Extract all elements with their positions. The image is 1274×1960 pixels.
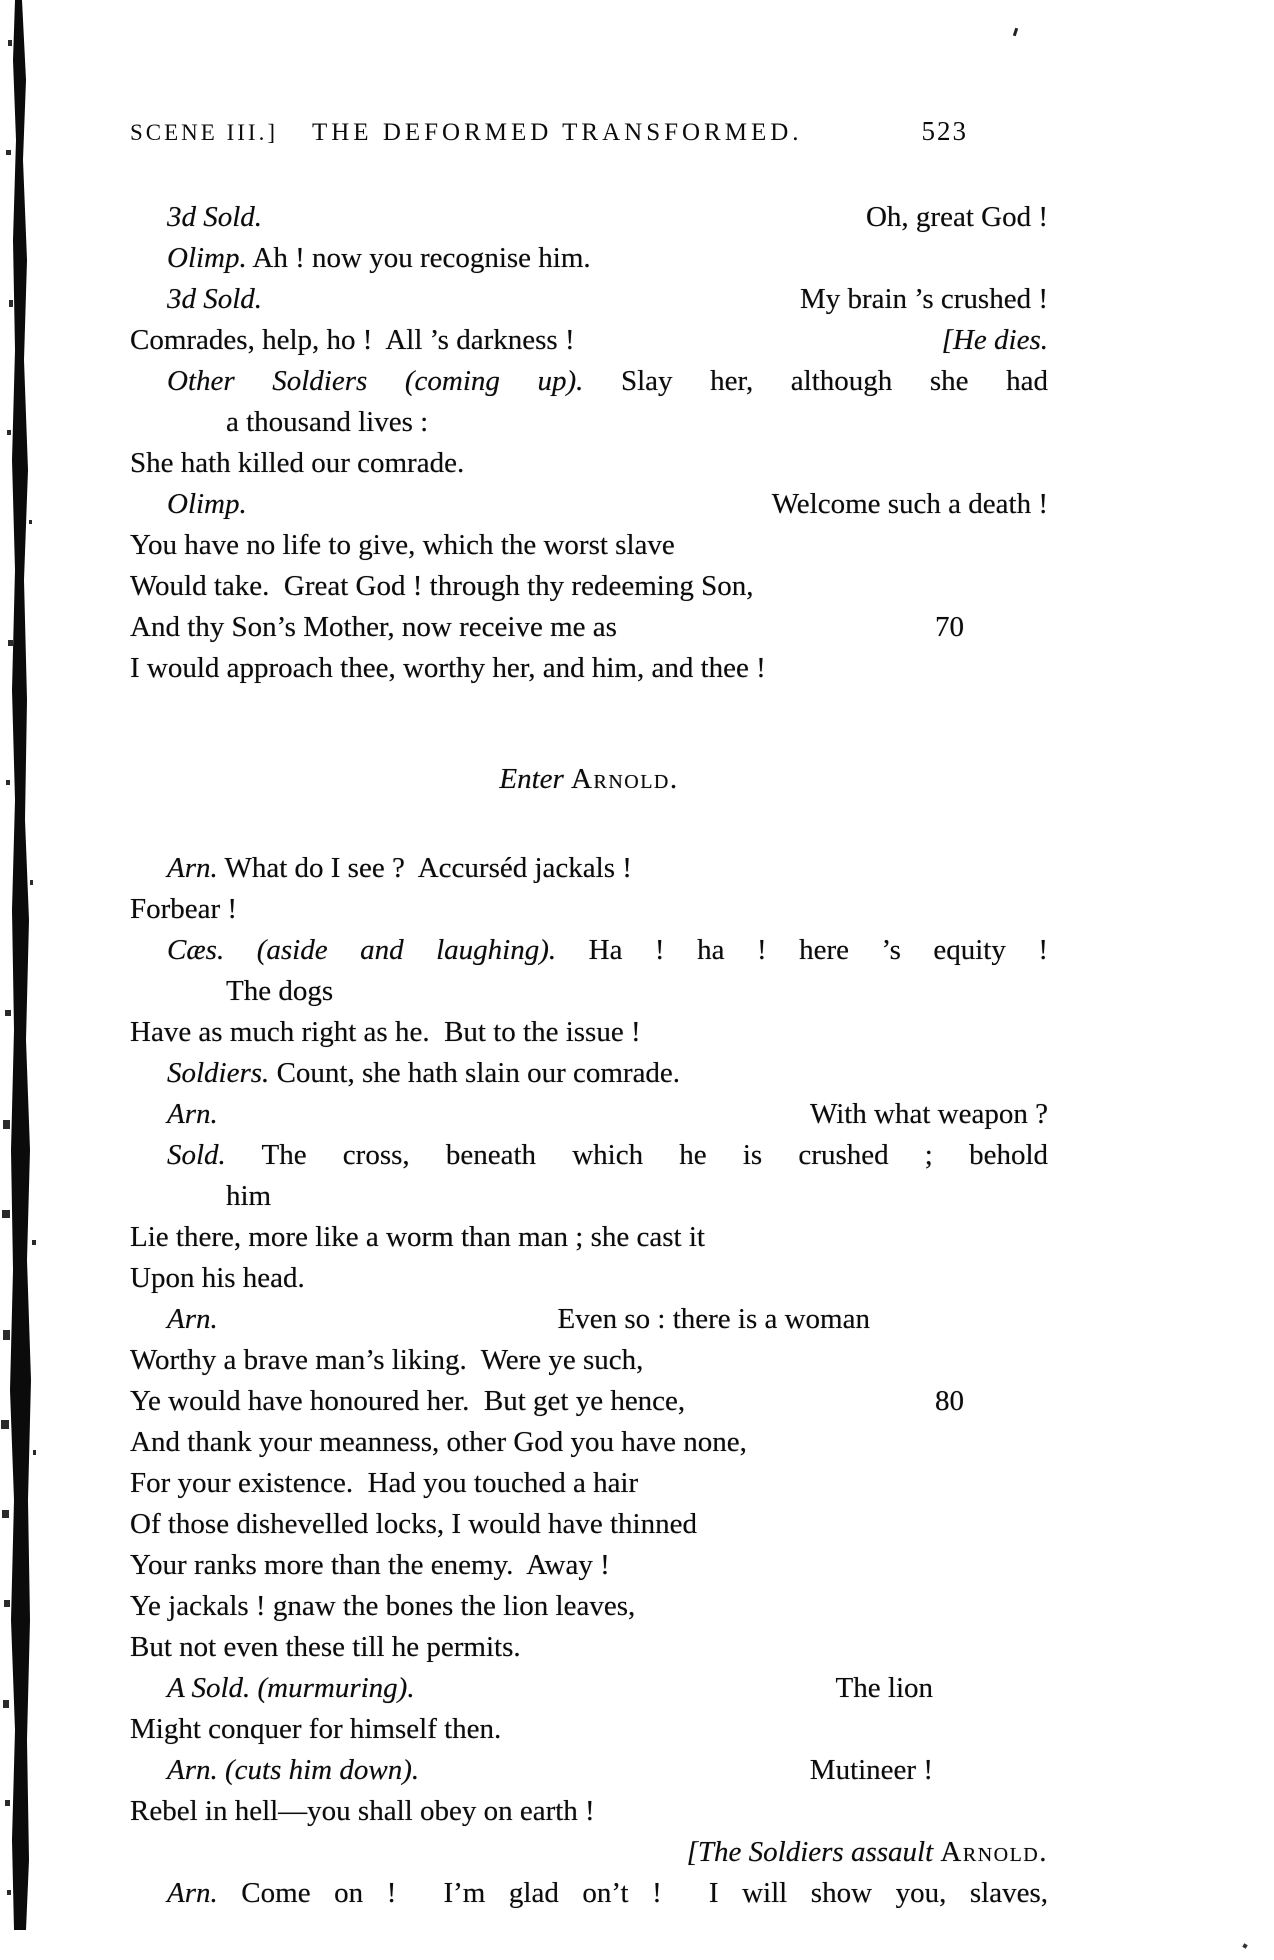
dialogue-text: You have no life to give, which the worst slave	[130, 529, 675, 561]
dialogue-text: Ha ! ha ! here ’s equity !	[556, 934, 1049, 966]
speaker-or-stage-direction: Sold.	[167, 1139, 226, 1171]
speaker-or-stage-direction: Arn.	[167, 1877, 218, 1909]
text-line	[130, 759, 1048, 800]
line-left-part	[167, 1668, 415, 1709]
dialogue-text: Your ranks more than the enemy. Away !	[130, 1549, 610, 1581]
scene-label: SCENE III.]	[130, 120, 278, 145]
text-line	[130, 443, 1048, 484]
text-line	[130, 525, 1048, 566]
dialogue-text: 80	[935, 1385, 964, 1417]
page-number: 523	[921, 116, 968, 146]
speaker-or-stage-direction: [He dies.	[941, 324, 1048, 356]
text-line	[130, 1668, 1048, 1709]
line-right-part	[836, 1668, 1048, 1709]
text-line	[130, 1299, 1048, 1340]
speaker-or-stage-direction: Other Soldiers (coming up).	[167, 365, 584, 397]
line-left-part	[130, 1381, 685, 1422]
line-right-part	[866, 197, 1048, 238]
dialogue-text: With what weapon ?	[809, 1098, 1048, 1130]
text-line	[130, 1422, 1048, 1463]
speaker-or-stage-direction: A Sold. (murmuring).	[167, 1672, 415, 1704]
dialogue-text: Arnold.	[940, 1836, 1048, 1868]
text-line	[130, 1586, 1048, 1627]
text-line	[130, 1873, 1048, 1914]
dialogue-text: Ye jackals ! gnaw the bones the lion leaves,	[130, 1590, 636, 1622]
line-right-part	[935, 607, 1048, 648]
dialogue-text: him	[226, 1180, 272, 1212]
text-line	[130, 1709, 1048, 1750]
line-right-part	[810, 1094, 1048, 1135]
text-line	[130, 848, 1048, 889]
text-line	[130, 1135, 1048, 1176]
line-left-part	[167, 1094, 218, 1135]
speaker-or-stage-direction: Olimp.	[167, 488, 247, 520]
text-line	[130, 1176, 1048, 1217]
text-line	[130, 1750, 1048, 1791]
line-right-part	[772, 484, 1048, 525]
scan-speck	[1242, 1943, 1247, 1948]
dialogue-text: Upon his head.	[130, 1262, 305, 1294]
line-left-part	[167, 484, 247, 525]
dialogue-text: Rebel in hell—you shall obey on earth !	[130, 1795, 595, 1827]
speaker-or-stage-direction: Cæs. (aside and laughing).	[167, 934, 557, 966]
text-line	[130, 1791, 1048, 1832]
text-line	[130, 1627, 1048, 1668]
text-line	[130, 1012, 1048, 1053]
dialogue-text: Worthy a brave man’s liking. Were ye such,	[130, 1344, 644, 1376]
dialogue-text: Count, she hath slain our comrade.	[269, 1057, 681, 1089]
speaker-or-stage-direction: Arn.	[167, 852, 218, 884]
dialogue-text: I would approach thee, worthy her, and him, and thee !	[130, 652, 766, 684]
dialogue-text: Ye would have honoured her. But get ye hence,	[130, 1385, 686, 1417]
play-text	[130, 197, 1048, 1914]
page-content	[130, 116, 1048, 1914]
text-line	[130, 971, 1048, 1012]
line-left-part	[167, 197, 262, 238]
dialogue-text: Might conquer for himself then.	[130, 1713, 502, 1745]
dialogue-text: Comrades, help, ho ! All ’s darkness !	[130, 324, 575, 356]
scan-speck	[1013, 28, 1018, 37]
text-line	[130, 197, 1048, 238]
dialogue-text: But not even these till he permits.	[130, 1631, 521, 1663]
text-line	[130, 402, 1048, 443]
text-line	[130, 1381, 1048, 1422]
speaker-or-stage-direction: Arn. (cuts him down).	[167, 1754, 420, 1786]
dialogue-text: Mutineer !	[809, 1754, 933, 1786]
line-left-part	[167, 1750, 419, 1791]
line-right-part	[810, 1750, 1048, 1791]
line-right-part	[942, 320, 1048, 361]
line-left-part	[130, 320, 575, 361]
dialogue-text: The dogs	[226, 975, 334, 1007]
dialogue-text: Have as much right as he. But to the issue !	[130, 1016, 641, 1048]
speaker-or-stage-direction: 3d Sold.	[167, 201, 263, 233]
text-line	[130, 1545, 1048, 1586]
text-line	[130, 648, 1048, 689]
line-right-part	[800, 279, 1048, 320]
text-line	[130, 1258, 1048, 1299]
dialogue-text: And thank your meanness, other God you have none,	[130, 1426, 747, 1458]
text-line	[130, 1832, 1048, 1873]
text-line	[130, 1504, 1048, 1545]
text-line	[130, 1094, 1048, 1135]
speaker-or-stage-direction: Arn.	[167, 1098, 218, 1130]
dialogue-text: For your existence. Had you touched a hair	[130, 1467, 639, 1499]
dialogue-text: Forbear !	[130, 893, 238, 925]
text-line	[130, 320, 1048, 361]
dialogue-text: Lie there, more like a worm than man ; she cast it	[130, 1221, 705, 1253]
line-right-part	[935, 1381, 1048, 1422]
dialogue-text: The cross, beneath which he is crushed ; behold	[225, 1139, 1048, 1171]
dialogue-text: Come on ! I’m glad on’t ! I will show you, slaves,	[217, 1877, 1048, 1909]
text-line	[130, 889, 1048, 930]
text-line	[130, 566, 1048, 607]
dialogue-text: And thy Son’s Mother, now receive me as	[130, 611, 617, 643]
line-right-part	[558, 1299, 1048, 1340]
running-title: THE DEFORMED TRANSFORMED.	[311, 119, 803, 146]
dialogue-text: Would take. Great God ! through thy redeeming Son,	[130, 570, 754, 602]
text-line	[130, 930, 1048, 971]
text-line	[130, 1053, 1048, 1094]
dialogue-text: My brain ’s crushed !	[799, 283, 1048, 315]
text-line	[130, 238, 1048, 279]
speaker-or-stage-direction: Soldiers.	[167, 1057, 270, 1089]
speaker-or-stage-direction: Olimp.	[167, 242, 247, 274]
dialogue-text: Ah ! now you recognise him.	[246, 242, 591, 274]
dialogue-text: She hath killed our comrade.	[130, 447, 465, 479]
dialogue-text: 70	[935, 611, 964, 643]
text-line	[130, 1463, 1048, 1504]
speaker-or-stage-direction: Arn.	[167, 1303, 218, 1335]
speaker-or-stage-direction: Enter	[499, 763, 572, 795]
page-header	[130, 116, 1048, 147]
dialogue-text: The lion	[835, 1672, 933, 1704]
text-line	[130, 1217, 1048, 1258]
text-line	[130, 484, 1048, 525]
dialogue-text: Oh, great God !	[865, 201, 1048, 233]
dialogue-text: Of those dishevelled locks, I would have thinned	[130, 1508, 697, 1540]
text-line	[130, 361, 1048, 402]
line-left-part	[130, 607, 617, 648]
text-line	[130, 607, 1048, 648]
speaker-or-stage-direction: [The Soldiers assault	[686, 1836, 941, 1868]
dialogue-text: a thousand lives :	[226, 406, 429, 438]
dialogue-text: Arnold.	[571, 763, 679, 795]
dialogue-text: Slay her, although she had	[583, 365, 1048, 397]
dialogue-text: Even so : there is a woman	[557, 1303, 870, 1335]
binding-shadow	[0, 0, 46, 1960]
dialogue-text: Welcome such a death !	[771, 488, 1048, 520]
line-left-part	[167, 279, 262, 320]
speaker-or-stage-direction: 3d Sold.	[167, 283, 263, 315]
line-left-part	[167, 1299, 218, 1340]
text-line	[130, 279, 1048, 320]
dialogue-text: What do I see ? Accurséd jackals !	[217, 852, 632, 884]
text-line	[130, 1340, 1048, 1381]
